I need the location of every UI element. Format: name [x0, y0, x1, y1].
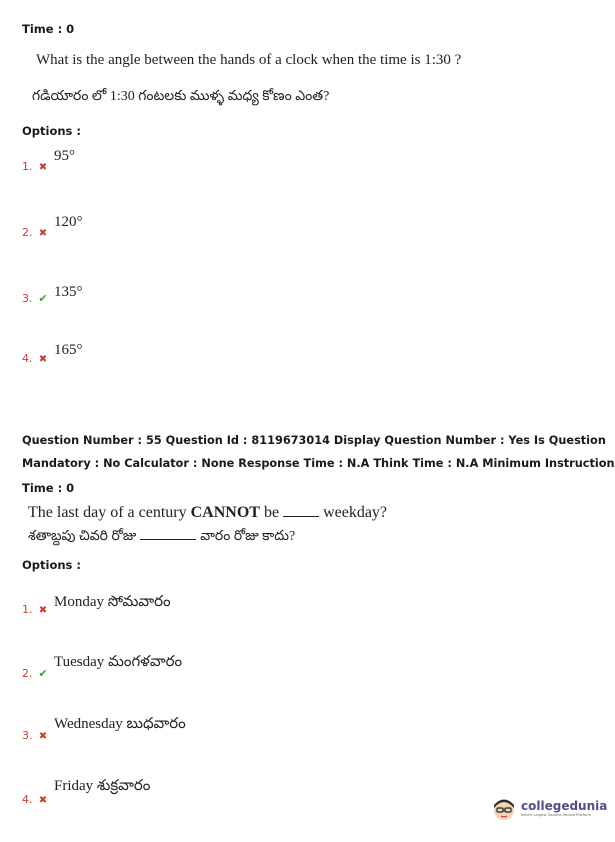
- option-text: 120°: [54, 214, 83, 230]
- option-number: 3.: [22, 729, 33, 742]
- option-text: Tuesday మంగళవారం: [54, 654, 183, 670]
- collegedunia-logo: [491, 796, 607, 822]
- q1-options-label: Options :: [22, 124, 81, 138]
- q1-time-label: Time : 0: [22, 22, 75, 36]
- option-number: 3.: [22, 292, 33, 305]
- wrong-mark-icon: ✖: [38, 228, 48, 239]
- option-number: 4.: [22, 793, 33, 806]
- correct-check-icon: ✔: [38, 292, 48, 305]
- question-text-part: The last day of a century: [28, 504, 191, 521]
- option-text: 165°: [54, 342, 83, 358]
- wrong-mark-icon: ✖: [38, 731, 48, 742]
- option-text: 135°: [54, 284, 83, 300]
- wrong-mark-icon: ✖: [38, 605, 48, 616]
- q2-option-2[interactable]: [22, 654, 183, 680]
- q1-option-2[interactable]: [22, 214, 83, 239]
- q2-option-4[interactable]: [22, 778, 151, 806]
- question-emphasis: CANNOT: [190, 504, 260, 521]
- wrong-mark-icon: ✖: [38, 162, 48, 173]
- q1-option-4[interactable]: [22, 342, 83, 365]
- question-text-part: weekday?: [323, 504, 388, 521]
- option-text: 95°: [54, 148, 75, 164]
- option-number: 1.: [22, 160, 33, 173]
- logo-tagline: India's Largest Student Review Platform: [521, 813, 591, 817]
- correct-check-icon: ✔: [38, 667, 48, 680]
- option-text: Monday సోమవారం: [54, 594, 171, 610]
- q2-option-3[interactable]: [22, 716, 186, 742]
- option-number: 4.: [22, 352, 33, 365]
- q2-question-telugu: [28, 528, 295, 547]
- q2-meta-line-1: Question Number : 55 Question Id : 8119673014 Display Question Number : Yes Is Question: [22, 434, 606, 447]
- q2-options-label: Options :: [22, 558, 81, 572]
- answer-blank: [140, 528, 196, 540]
- question-text-part: be: [259, 504, 280, 521]
- question-text-part: వారం రోజు కాదు?: [200, 529, 296, 544]
- q1-question-telugu: గడియారం లో 1:30 గంటలకు ముళ్ళ మధ్య కోణం ఎంత?: [32, 89, 330, 104]
- wrong-mark-icon: ✖: [38, 795, 48, 806]
- wrong-mark-icon: ✖: [38, 354, 48, 365]
- question-text-part: శతాబ్దపు చివరి రోజు: [28, 529, 137, 544]
- option-text: Friday శుక్రవారం: [54, 778, 151, 794]
- logo-name: collegedunia: [521, 799, 608, 813]
- option-number: 2.: [22, 226, 33, 239]
- q2-meta-line-2: Mandatory : No Calculator : None Response Time : N.A Think Time : N.A Minimum Instruction: [22, 457, 615, 470]
- option-number: 2.: [22, 667, 33, 680]
- q1-question-english: What is the angle between the hands of a clock when the time is 1:30 ?: [36, 52, 462, 68]
- q2-time-label: Time : 0: [22, 481, 75, 495]
- q2-question-english: [28, 504, 387, 522]
- q1-option-1[interactable]: [22, 148, 75, 173]
- answer-blank: [283, 505, 319, 517]
- q2-option-1[interactable]: [22, 594, 171, 616]
- option-text: Wednesday బుధవారం: [54, 716, 186, 732]
- q1-option-3[interactable]: [22, 284, 83, 305]
- option-number: 1.: [22, 603, 33, 616]
- student-avatar-icon: [491, 796, 517, 822]
